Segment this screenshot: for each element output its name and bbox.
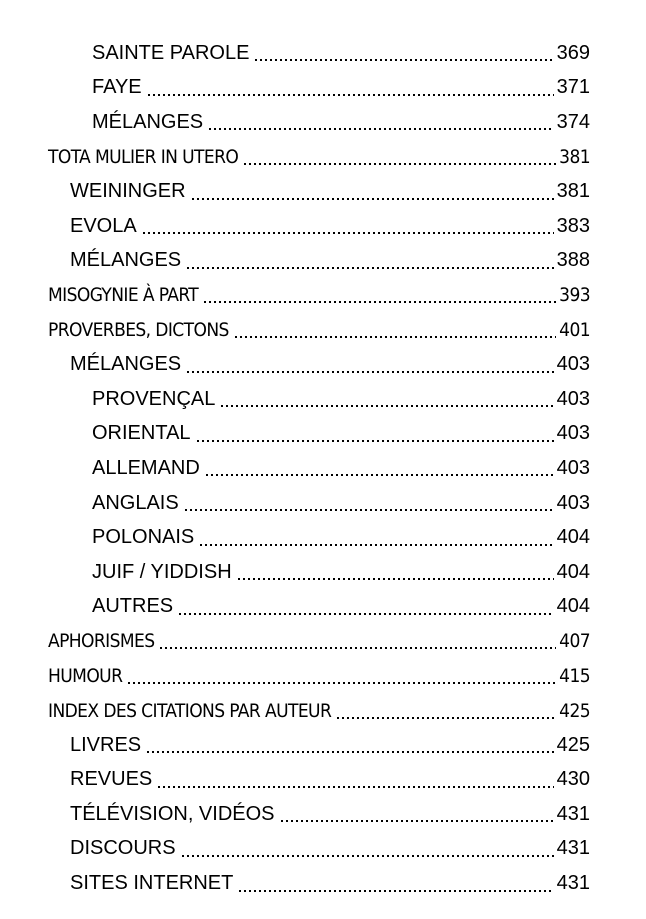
toc-entry-label: PROVENÇAL (92, 387, 216, 410)
toc-entry-page-number: 431 (556, 872, 590, 895)
dot-leader (221, 405, 553, 407)
dot-leader (192, 198, 554, 200)
toc-entry-label: ALLEMAND (92, 456, 200, 479)
toc-entry[interactable] (0, 624, 590, 659)
toc-entry-label: TOTA MULIER IN UTERO (48, 146, 239, 169)
toc-entry-page-number: 393 (559, 284, 590, 307)
toc-entry-label: EVOLA (70, 214, 137, 237)
toc-entry-page-number: 415 (559, 664, 590, 687)
toc-entry[interactable] (0, 417, 590, 452)
dot-leader (239, 890, 553, 892)
toc-entry[interactable] (0, 105, 590, 140)
toc-entry-label: AUTRES (92, 595, 174, 618)
toc-entry-label: PROVERBES, DICTONS (48, 319, 229, 342)
dot-leader (200, 544, 553, 546)
dot-leader (160, 647, 556, 649)
toc-entry-label: MÉLANGES (92, 110, 204, 133)
dot-leader (204, 301, 556, 303)
toc-entry-page-number: 401 (559, 319, 590, 342)
toc-entry-page-number: 425 (559, 699, 590, 722)
dot-leader (158, 786, 553, 788)
toc-entry-label: JUIF / YIDDISH (92, 560, 232, 583)
toc-entry-page-number: 381 (559, 146, 590, 169)
toc-entry-page-number: 425 (556, 733, 590, 756)
toc-entry-page-number: 404 (556, 526, 590, 549)
dot-leader (235, 336, 556, 338)
dot-leader (244, 163, 556, 165)
dot-leader (185, 509, 554, 511)
toc-entry-label: WEININGER (70, 180, 186, 203)
dot-leader (238, 578, 554, 580)
toc-entry-label: POLONAIS (92, 526, 195, 549)
toc-entry-page-number: 369 (556, 41, 590, 64)
toc-entry-page-number: 381 (556, 180, 590, 203)
toc-entry-label: MISOGYNIE À PART (48, 284, 199, 307)
dot-leader (255, 59, 553, 61)
toc-entry[interactable] (0, 71, 590, 106)
toc-entry-label: ANGLAIS (92, 491, 179, 514)
toc-entry-label: LIVRES (70, 733, 142, 756)
dot-leader (197, 440, 554, 442)
toc-entry[interactable] (0, 728, 590, 763)
toc-entry-label: MÉLANGES (70, 353, 182, 376)
toc-entry[interactable] (0, 866, 590, 901)
toc-entry-page-number: 404 (556, 595, 590, 618)
dot-leader (147, 751, 553, 753)
toc-entry[interactable] (0, 313, 590, 348)
toc-entry[interactable] (0, 693, 590, 728)
toc-entry[interactable] (0, 278, 590, 313)
toc-entry[interactable] (0, 36, 590, 71)
dot-leader (206, 474, 554, 476)
dot-leader (281, 820, 554, 822)
toc-entry-label: HUMOUR (48, 664, 123, 687)
toc-entry[interactable] (0, 451, 590, 486)
toc-entry-page-number: 403 (556, 353, 590, 376)
toc-entry[interactable] (0, 140, 590, 175)
toc-entry[interactable] (0, 832, 590, 867)
toc-entry-label: ORIENTAL (92, 422, 191, 445)
toc-entry-label: TÉLÉVISION, VIDÉOS (70, 802, 275, 825)
toc-entry[interactable] (0, 382, 590, 417)
dot-leader (337, 717, 556, 719)
toc-entry-page-number: 403 (556, 387, 590, 410)
toc-entry[interactable] (0, 486, 590, 521)
toc-entry[interactable] (0, 174, 590, 209)
toc-entry[interactable] (0, 244, 590, 279)
toc-entry[interactable] (0, 797, 590, 832)
toc-entry-label: APHORISMES (48, 630, 155, 653)
dot-leader (148, 94, 554, 96)
dot-leader (179, 613, 554, 615)
toc-entry-label: REVUES (70, 768, 153, 791)
toc-entry-label: MÉLANGES (70, 249, 182, 272)
toc-entry-page-number: 403 (556, 491, 590, 514)
toc-entry[interactable] (0, 209, 590, 244)
toc-entry-page-number: 431 (556, 837, 590, 860)
toc-entry-label: DISCOURS (70, 837, 176, 860)
toc-entry-page-number: 407 (559, 630, 590, 653)
toc-entry-page-number: 430 (556, 768, 590, 791)
dot-leader (187, 371, 553, 373)
toc-entry-label: SAINTE PAROLE (92, 41, 250, 64)
toc-entry-page-number: 374 (556, 110, 590, 133)
dot-leader (182, 855, 554, 857)
dot-leader (209, 128, 553, 130)
toc-entry-page-number: 403 (556, 422, 590, 445)
toc-entry-page-number: 371 (556, 76, 590, 99)
toc-entry[interactable] (0, 555, 590, 590)
toc-entry[interactable] (0, 347, 590, 382)
toc-entry[interactable] (0, 659, 590, 694)
toc-entry[interactable] (0, 520, 590, 555)
toc-entry-label: SITES INTERNET (70, 872, 234, 895)
dot-leader (143, 232, 554, 234)
toc-entry-page-number: 431 (556, 802, 590, 825)
toc-entry-page-number: 388 (556, 249, 590, 272)
toc-entry-label: FAYE (92, 76, 142, 99)
toc-entry-page-number: 404 (556, 560, 590, 583)
toc-entry-label: INDEX DES CITATIONS PAR AUTEUR (48, 699, 332, 722)
toc-entry-page-number: 403 (556, 456, 590, 479)
toc-entry[interactable] (0, 762, 590, 797)
dot-leader (128, 682, 556, 684)
dot-leader (187, 267, 553, 269)
toc-entry[interactable] (0, 590, 590, 625)
toc-entry-page-number: 383 (556, 214, 590, 237)
